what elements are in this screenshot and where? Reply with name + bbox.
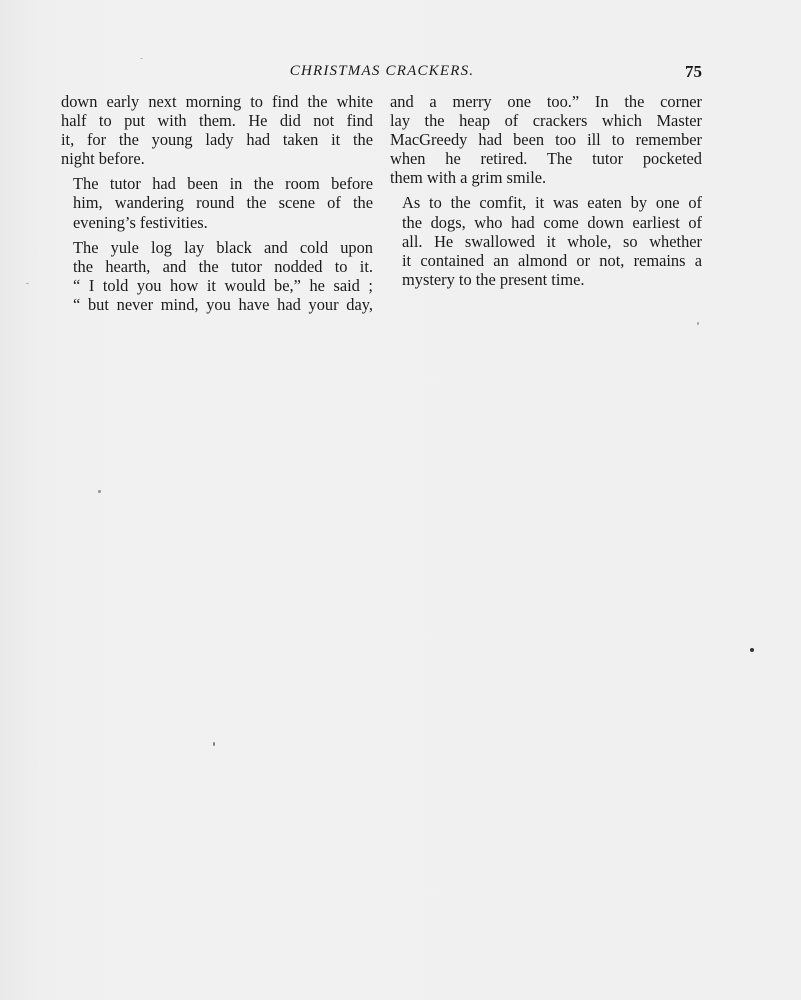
text-line: “ but never mind, you have had your day,: [73, 294, 373, 314]
text-line: the dogs, who had come down earliest of: [402, 212, 702, 232]
scan-speck: [213, 742, 215, 746]
paragraph-continued: [390, 92, 702, 187]
text-line: mystery to the present time.: [402, 269, 585, 289]
right-column: [390, 92, 702, 295]
text-line: lay the heap of crackers which Master: [390, 111, 702, 131]
text-line: MacGreedy had been too ill to remember: [390, 130, 702, 150]
text-line: As to the comfit, it was eaten by one of: [402, 193, 702, 213]
text-line: half to put with them. He did not find: [61, 111, 373, 131]
scan-speck: [697, 322, 699, 325]
text-line: the hearth, and the tutor nodded to it.: [73, 256, 373, 276]
scan-speck: [140, 58, 143, 59]
text-line: when he retired. The tutor pocketed: [390, 149, 702, 169]
text-line: “ I told you how it would be,” he said ;: [73, 275, 373, 295]
text-line: him, wandering round the scene of the: [73, 193, 373, 213]
scan-speck: [750, 648, 754, 652]
text-line: The tutor had been in the room before: [73, 174, 373, 194]
text-line: down early next morning to find the white: [61, 92, 373, 111]
text-line: all. He swallowed it whole, so whether: [402, 231, 702, 251]
text-line: it, for the young lady had taken it the: [61, 130, 373, 150]
text-line: them with a grim smile.: [390, 168, 547, 188]
text-line: evening’s festivities.: [73, 212, 208, 232]
page-number: 75: [685, 62, 702, 81]
paragraph: [61, 174, 373, 231]
text-line: night before.: [61, 149, 145, 169]
scan-speck: [26, 283, 29, 284]
left-column: [61, 92, 373, 320]
text-line: and a merry one too.” In the corner: [390, 92, 702, 111]
scan-speck: [98, 490, 101, 493]
text-line: The yule log lay black and cold upon: [73, 237, 373, 257]
paragraph: [390, 193, 702, 288]
paragraph-continued: [61, 92, 373, 168]
running-title: CHRISTMAS CRACKERS.: [289, 63, 475, 79]
text-line: it contained an almond or not, remains a: [402, 250, 702, 270]
paragraph: [61, 238, 373, 314]
running-head: [62, 63, 702, 83]
